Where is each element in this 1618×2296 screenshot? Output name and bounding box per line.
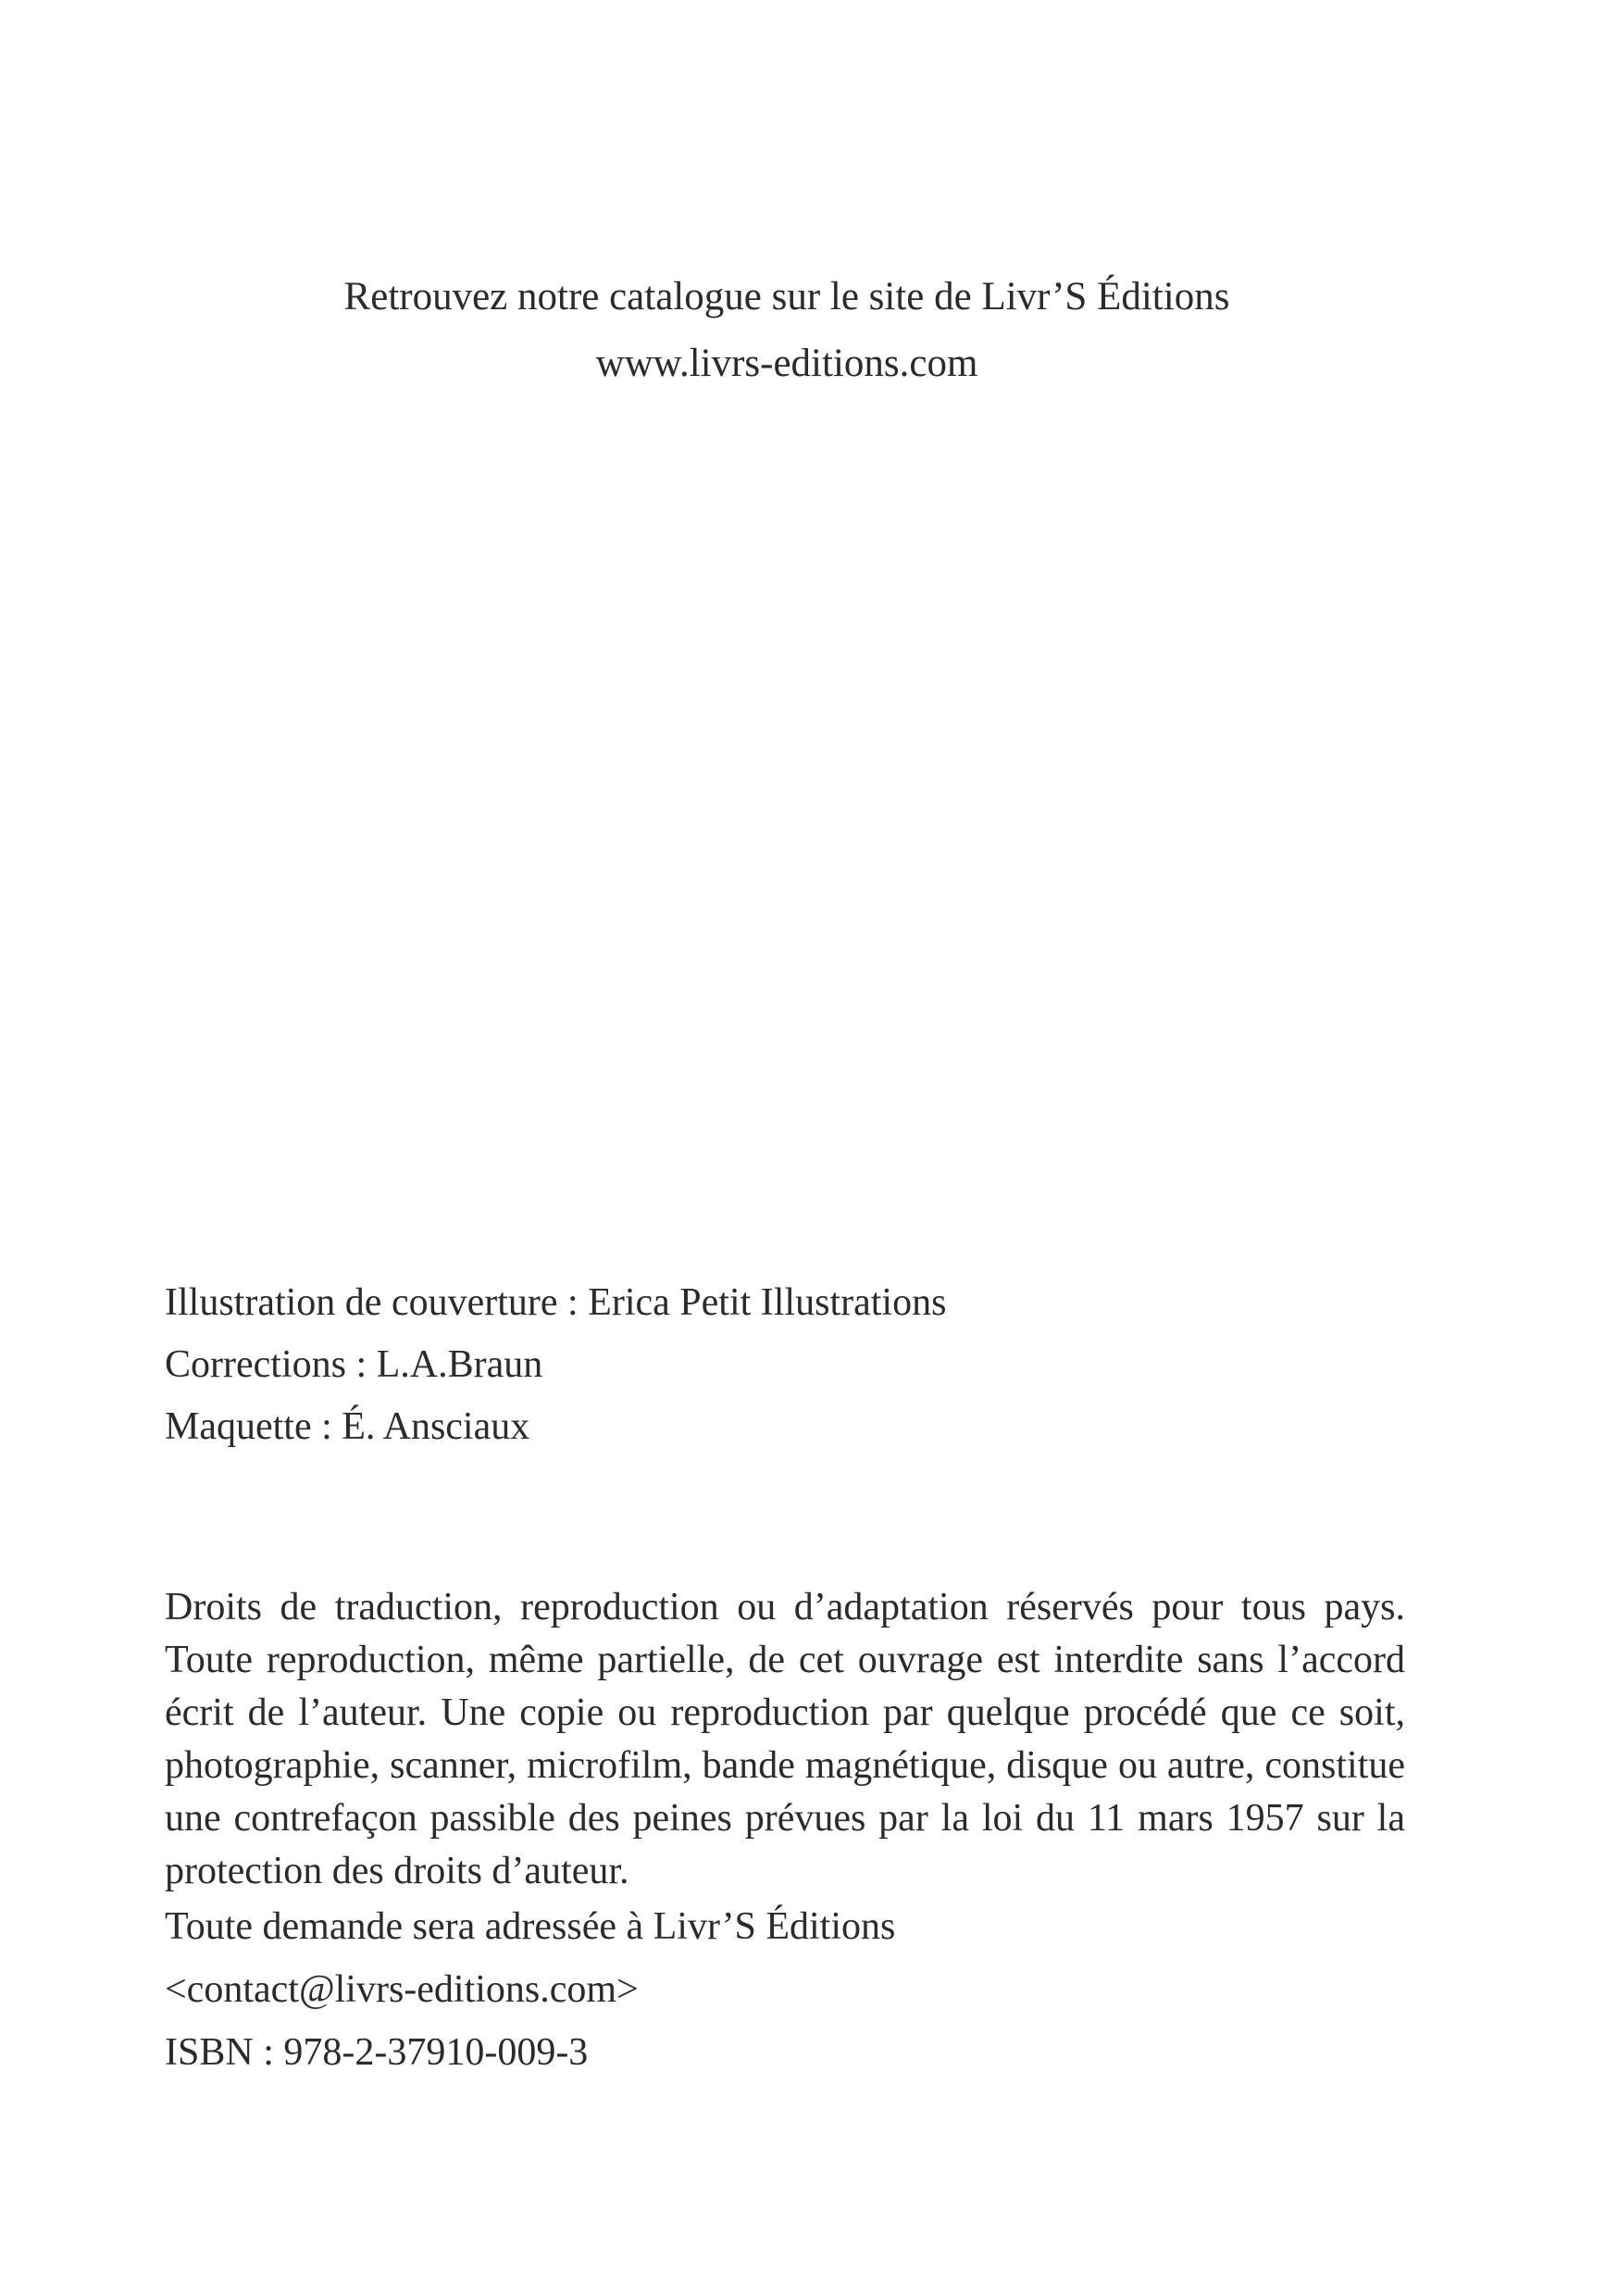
request-line: Toute demande sera adressée à Livr’S Éditions: [165, 1905, 896, 1948]
corrections-credit: Corrections : L.A.Braun: [165, 1343, 543, 1386]
rights-notice: [165, 1581, 1405, 1898]
credits-block: [165, 1272, 1414, 1458]
catalogue-notice: [0, 264, 1574, 397]
website-link[interactable]: www.livrs-editions.com: [595, 342, 978, 385]
maquette-credit: Maquette : É. Ansciaux: [165, 1405, 530, 1448]
illustration-credit: Illustration de couverture : Erica Petit Illustrations: [165, 1281, 947, 1324]
contact-email[interactable]: <contact@livrs-editions.com>: [165, 1968, 639, 2011]
catalogue-text: Retrouvez notre catalogue sur le site de Livr’S Éditions: [343, 275, 1230, 318]
rights-paragraph: Droits de traduction, reproduction ou d’adaptation réservés pour tous pays. Toute reproduction, même partielle, de cet ouvrage est interdite sans l’accord écrit de l’auteur. Une copie ou reproduction par quelque procédé que ce soit, photographie, scanner, microfilm, bande magnétique, disque ou autre, constitue une contrefaçon passible des peines prévues par la loi du 11 mars 1957 sur la protection des droits d’auteur.: [165, 1586, 1405, 1892]
isbn-line: ISBN : 978-2-37910-009-3: [165, 2031, 589, 2074]
contact-block: [165, 1895, 1414, 2084]
